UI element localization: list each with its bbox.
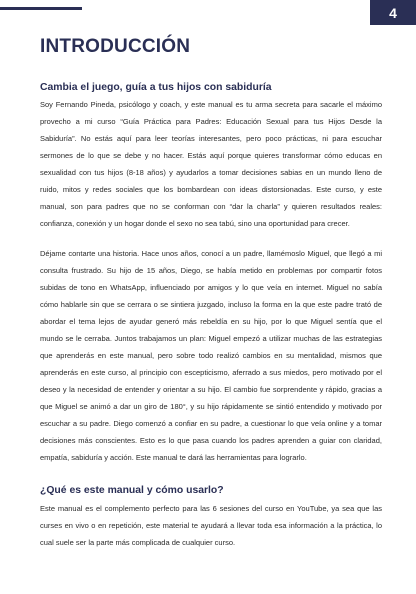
page-number-badge: 4 [370,0,416,25]
manual-paragraph: Este manual es el complemento perfecto para las 6 sesiones del curso en YouTube, ya sea que las curses en vivo o en repetición, este material te ayudará a llevar toda esa información a la práctica, lo cual suele ser la parte más complicada de cualquier curso. [40,504,382,547]
story-paragraph: Déjame contarte una historia. Hace unos años, conocí a un padre, llamémoslo Miguel, que llegó a mi consulta frustrado. Su hijo de 15 años, Diego, se había metido en problemas por compartir fotos subidas de tono en WhatsApp, influenciado por amigos y lo que veía en internet. Miguel no sabía cómo hablarle sin que se cerrara o se sintiera juzgado, incluso la forma en la que este padre trató de abordar el tema lejos de ayudar generó más rebeldía en su hijo, por lo que Miguel sentía que el mundo se le cerraba. Juntos trabajamos un plan: Miguel empezó a utilizar muchas de las estrategias que aprenderás en este manual, pero sobre todo realizó cambios en su mentalidad, mismos que aprenderás en este curso, al principio con escepticismo, aferrado a sus miedos, pero motivado por el deseo y la necesidad de entender y orientar a su hijo. El cambio fue sorprendente y rápido, gracias a que Miguel se animó a dar un giro de 180°, y su hijo rápidamente se sintió entendido y motivado por escuchar a su padre. Diego comenzó a confiar en su padre, a cuestionar lo que veía online y a tomar decisiones más conscientes. Esto es lo que pasa cuando los padres aprenden a guiar con claridad, empatía, sabiduría y acción. Este manual te dará las herramientas para lograrlo. [40,249,382,462]
header-rule [0,7,82,10]
page-title: INTRODUCCIÓN [40,36,191,57]
section-heading-cambia: Cambia el juego, guía a tus hijos con sabiduría [40,82,272,93]
intro-paragraph: Soy Fernando Pineda, psicólogo y coach, y este manual es tu arma secreta para sacarle el máximo provecho a mi curso “Guía Práctica para Padres: Educación Sexual para tus Hijos Desde la Sabiduría”. No estás aquí para leer teorías interesantes, pero poco prácticas, ni para escuchar sermones de lo que se debe y no hacer. Estás aquí porque quieres transformar cómo educas en sexualidad con tus hijos (8-18 años) y ayudarlos a tomar decisiones sabias en un mundo lleno de ruido, mitos y redes sociales que los bombardean con ideas distorsionadas. Este curso, y este manual, son para padres que no se conforman con “dar la charla” y quieren resultados reales: confianza, conexión y un hogar donde el sexo no sea tabú, sino una oportunidad para crecer. [40,100,382,228]
section-heading-manual: ¿Qué es este manual y cómo usarlo? [40,485,224,496]
